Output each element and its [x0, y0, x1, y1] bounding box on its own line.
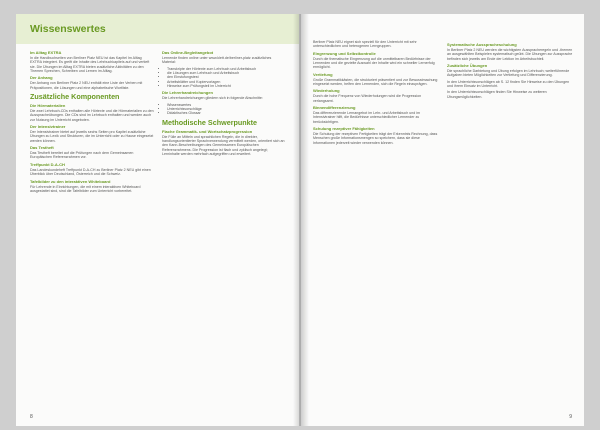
right-column-1 [313, 40, 439, 147]
left-column-2 [162, 48, 286, 159]
bullet-list [162, 103, 286, 116]
list-item: • Unterrichtsvorschläge [167, 107, 286, 111]
section-body: Der Anhang von Berliner Platz 2 NEU enthält eine Liste der Verben mit Präpositionen, die Lösungen und eine alphabetische Wortliste. [30, 81, 143, 90]
page-number: 9 [569, 414, 572, 420]
bullet-list [162, 67, 286, 89]
section-title: Zusätzliche Komponenten [30, 92, 120, 102]
section-heading: Binnendifferenzierung [313, 105, 356, 111]
section-heading: Der Intensivtrainer [30, 124, 66, 130]
section-body: Die Lehrerhandreichungen gliedern sich in folgende Abschnitte: [162, 96, 263, 101]
section-body: Lernende finden online unter www.klett.de/berliner-platz zusätzliches Material: [162, 56, 272, 65]
right-column-2 [447, 40, 573, 101]
list-item: • den Einstufungstest [167, 75, 286, 79]
section-body: Die Fülle an Mitteln und sprachlichen Regeln, die in direkter, handlungsorientierter Sprachverwendung vermittelt werden, orientiert sich an den Kann-Beschreibungen des Gemeinsamen Europäischen Referenzrahmens. Die Progression ist flach und zyklisch angelegt; Lerninhalte werden mehrfach aufgegriffen und erweitert. [162, 134, 285, 157]
section-heading: Vertiefung [313, 71, 333, 77]
left-page [16, 14, 299, 426]
header-band [16, 14, 299, 44]
section-body: Die Schulung der rezeptiven Fertigkeiten trägt der Erkenntnis Rechnung, dass Menschen große Informationsmengen so speichern, dass sie diese Informationen jederzeit wieder verwenden können. [313, 132, 438, 145]
section-heading: Flache Grammatik- und Wortschatzprogression [162, 128, 253, 134]
section-heading: Treffpunkt D-A-CH [30, 161, 65, 167]
section-body: Durch die thematische Eingrenzung auf die unmittelbaren Bedürfnisse der Lernenden und die gezielte Auswahl der Inhalte wird ein schneller Lernerfolg ermöglicht. [313, 56, 435, 70]
list-item: • Arbeitsblätter und Kopiervorlagen [167, 80, 286, 84]
page-title: Wissenswertes [30, 23, 106, 35]
section-body: Durch die hohe Frequenz von Wiederholungen wird die Progression verlangsamt. [313, 94, 422, 103]
list-item: • Transkripte der Hörtexte zum Lehrbuch und Arbeitsbuch [167, 67, 286, 71]
list-item: • die Lösungen zum Lehrbuch und Arbeitsbuch [167, 71, 286, 75]
section-body: Das Landeskundeheft Treffpunkt D-A-CH zu Berliner Platz 2 NEU gibt einen Überblick über Deutschland, Österreich und die Schweiz. [30, 167, 151, 177]
section-body: Die zwei Lehrbuch-CDs enthalten alle Hörtexte und die Hörmaterialien zu den Ausspracheübungen. Die CDs sind im Lehrbuch enthalten und werden auch zur Nutzung im Unterricht angeboten. [30, 109, 154, 122]
left-column-1 [30, 48, 154, 195]
section-heading: Schulung rezeptiver Fähigkeiten [313, 126, 375, 132]
section-heading: Zusätzliche Übungen [447, 63, 488, 69]
section-body: Der Intensivtrainer bietet auf jeweils sechs Seiten pro Kapitel zusätzliche Übungen zu Lexik und Strukturen, die im Unterricht oder zu Hause eingesetzt werden können. [30, 130, 154, 143]
section-body: Für Lehrende in Einrichtungen, die mit einem interaktiven Whiteboard ausgestattet sind, sind die Tafelbilder zum Unterricht vorbereitet. [30, 184, 141, 193]
intro-text: Berliner Platz NEU eignet sich speziell für den Unterricht mit sehr unterschiedlichen und heterogenen Lerngruppen. [313, 40, 417, 49]
section-body: In die Handbuchseiten von Berliner Platz NEU ist das Kapitel Im Alltag EXTRA integriert. Es greift die Inhalte des Lehrbuchkapitels auf und vertieft sie. Die Übungen im Alltag EXTRA bieten zusätzliche Aktivitäten zu den Themen Sprechen, Schreiben und Lernen im Alltag. [30, 56, 150, 74]
section-heading: Tafelbilder zu den interaktiven Whiteboard [30, 178, 111, 184]
list-item: • Didaktisches Glossar [167, 111, 286, 115]
section-body: Die sprachliche Darbietung und Übung erfolgen im Lehrbuch; weiterführende Aufgaben bieten Möglichkeiten zur Vertiefung und Differenzierung. [447, 69, 570, 78]
section-heading: Eingrenzung und Selbstkontrolle [313, 50, 376, 56]
section-body: Das differenzierende Lernangebot im Lehr- und Arbeitsbuch und im Intensivtrainer hilft, die Bedürfnisse unterschiedlicher Lernender zu berücksichtigen. [313, 111, 421, 124]
section-heading: Die Hörmaterialien [30, 103, 66, 109]
section-heading: Die Lehrerhandreichungen [162, 90, 213, 96]
section-heading: Das Testheft [30, 145, 54, 151]
section-heading: Der Anhang [30, 75, 53, 81]
section-heading: Wiederholung [313, 88, 340, 94]
section-body: Das Testheft bereitet auf die Prüfungen nach dem Gemeinsamen Europäischen Referenzrahmen vor. [30, 151, 134, 160]
section-heading: Das Online-Begleitangebot [162, 50, 214, 55]
section-body: Große Grammatikkästen, die strukturiert präsentiert und zur Bewusstmachung eingesetzt werden, helfen den Lernenden, sich die Regeln einzuprägen. [313, 77, 438, 87]
section-title: Methodische Schwerpunkte [162, 117, 258, 127]
section-heading: Systematische Ausspracheschulung [447, 42, 517, 47]
page-number: 8 [30, 414, 33, 420]
section-heading: Im Alltag EXTRA [30, 50, 62, 55]
note-text: In den Unterrichtsvorschlägen finden Sie Hinweise zu weiteren Übungsmöglichkeiten. [447, 90, 547, 99]
list-item: • Hinweise zum Prüfungsteil im Unterricht [167, 84, 286, 88]
note-text: In den Unterrichtsvorschlägen ab S. 12 finden Sie Hinweise zu den Übungen und ihrem Einsatz im Unterricht. [447, 79, 570, 89]
list-item: • Wissenswertes [167, 103, 286, 107]
book-gutter [293, 14, 309, 426]
right-page [301, 14, 584, 426]
section-body: In Berliner Platz 2 NEU werden die wichtigsten Ausspracheregeln und -themen an ausgewählten Beispielen systematisch geübt. Die Übungen zur Aussprache befinden sich jeweils am Ende der Lektion im Arbeitsbuchteil. [447, 48, 573, 61]
